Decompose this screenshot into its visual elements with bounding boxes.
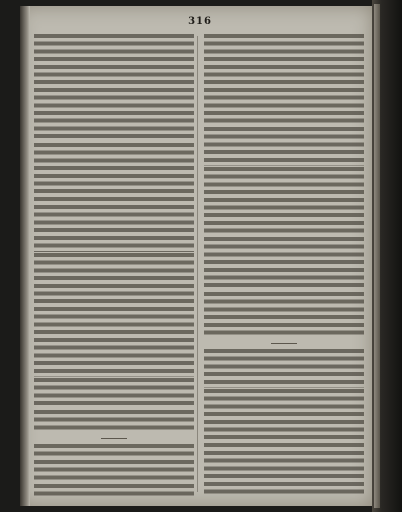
paragraph [204,34,364,126]
paragraph [34,205,194,251]
paragraph [34,460,194,483]
right-column [204,34,364,496]
paragraph [34,484,194,496]
page-header [34,16,366,28]
section-separator [34,435,194,442]
page-stack-edge [374,4,380,508]
paragraph [34,338,194,377]
section-separator [204,340,364,347]
paragraph [204,451,364,496]
paragraph [34,143,194,205]
column-divider [197,36,198,492]
book-page [20,6,372,506]
paragraph [34,253,194,338]
paragraph [34,378,194,409]
paragraph [204,167,364,236]
paragraph [34,34,194,142]
paragraph [204,292,364,338]
left-column [34,34,194,496]
page-gutter [20,6,30,506]
page-number: 316 [188,16,212,27]
paragraph [204,237,364,291]
paragraph [204,389,364,451]
paragraph [204,349,364,388]
paragraph [34,444,194,459]
paragraph [34,410,194,433]
paragraph [204,127,364,166]
